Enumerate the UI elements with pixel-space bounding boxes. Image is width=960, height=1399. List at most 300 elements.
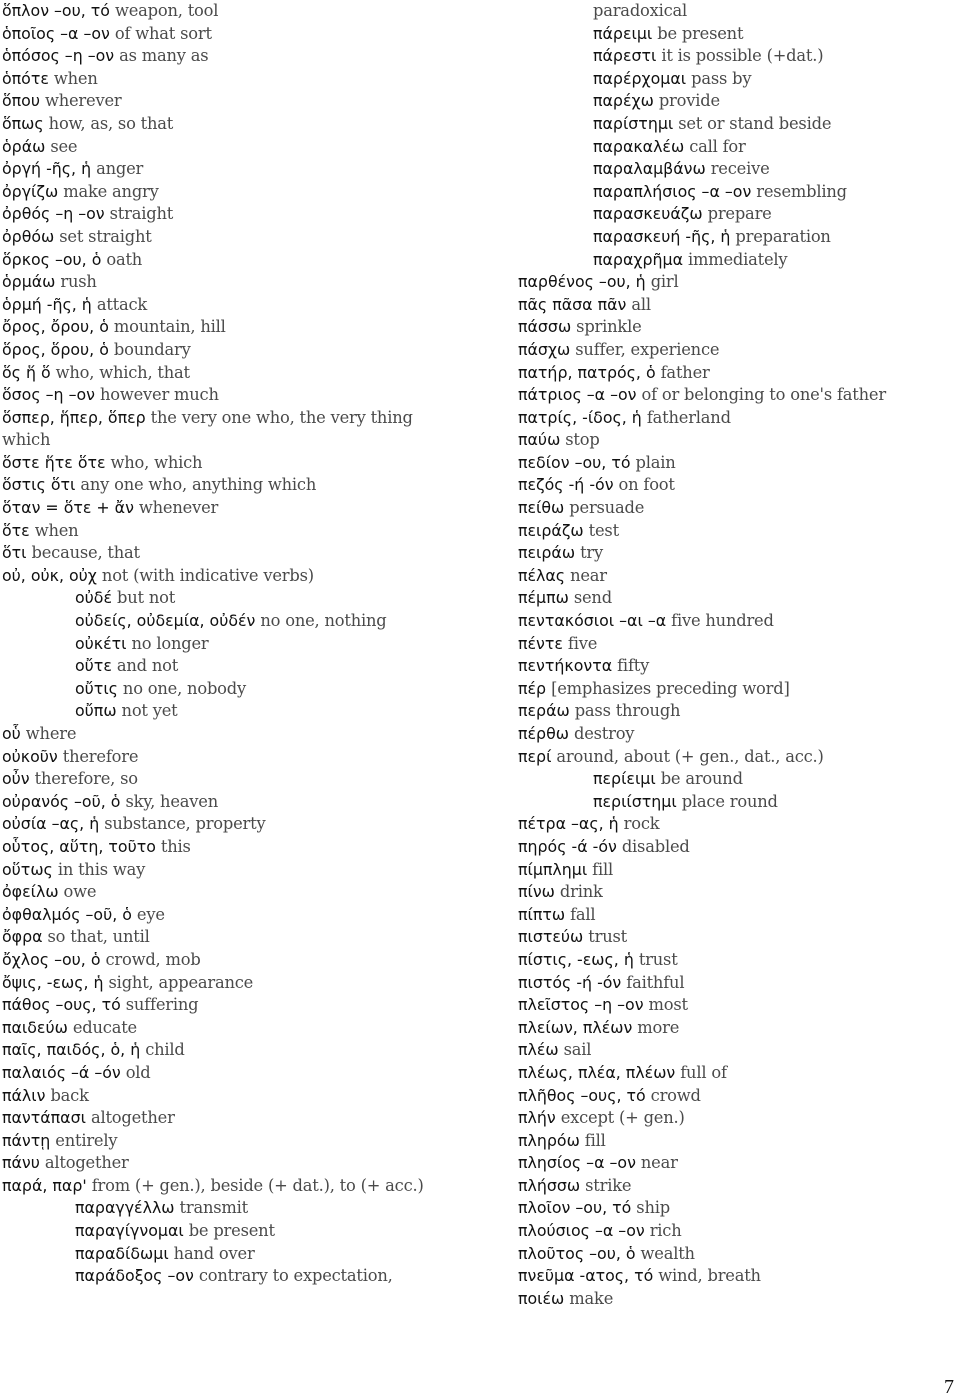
greek-term: ὄχλος –ου, ὁ [2,949,101,969]
greek-term: ὅπλον –ου, τό [2,1,110,20]
glossary-entry [2,362,447,385]
glossary-entry [2,45,447,68]
english-definition: plain [635,452,676,472]
greek-term: παρασκευάζω [593,204,703,224]
glossary-entry [518,678,956,701]
glossary-entry [2,678,447,701]
english-definition: place round [681,791,778,811]
english-definition: provide [658,91,720,111]
glossary-entry [2,1197,447,1220]
glossary-entry [2,768,447,791]
greek-term: ὁρμή -ῆς, ἡ [2,294,92,314]
greek-term: πηρός -ά -όν [518,836,617,856]
greek-term: πατρίς, -ίδος, ἡ [518,407,642,427]
english-definition: wind, breath [658,1266,761,1286]
greek-term: περιίστημι [593,791,677,811]
english-definition: but not [117,588,176,608]
english-definition: pass by [691,68,752,88]
glossary-entry [518,384,956,407]
english-definition: make [569,1288,614,1308]
glossary-entry [518,587,956,610]
greek-term: παρθένος –ου, ἡ [518,272,646,292]
greek-term: ὅτι [2,543,27,563]
english-definition: where [25,724,77,743]
greek-term: πλησίος –α –ον [518,1153,636,1173]
glossary-entry [518,249,956,272]
glossary-entry [2,136,447,159]
glossary-entry [2,633,447,656]
glossary-entry [2,1062,447,1085]
glossary-entry [2,565,447,588]
english-definition: altogether [90,1108,175,1128]
english-definition: it is possible (+dat.) [661,46,824,66]
greek-term: ὅρος, ὅρου, ὁ [2,339,109,359]
glossary-entry [518,791,956,814]
english-definition: on foot [618,475,675,495]
greek-term: πειράζω [518,520,584,540]
glossary-entry [518,881,956,904]
greek-term: οὐσία –ας, ἡ [2,814,100,834]
english-definition: stop [565,430,600,450]
english-definition: five hundred [671,611,774,631]
english-definition: destroy [573,724,635,743]
english-definition: old [125,1062,151,1082]
glossary-entry [518,23,956,46]
greek-term: παρακαλέω [593,136,685,156]
glossary-entry [2,1220,447,1243]
english-definition: fill [592,859,614,879]
glossary-entry [518,1107,956,1130]
english-definition: altogether [44,1153,129,1173]
glossary-entry [2,610,447,633]
greek-term: οὐρανός –οῦ, ὁ [2,791,121,811]
greek-term: πεντήκοντα [518,656,613,676]
greek-term: παραγίγνομαι [75,1221,184,1241]
greek-term: ὅστις ὅτι [2,475,76,495]
right-column [518,0,956,1310]
english-definition: pass through [574,701,681,721]
glossary-entry [518,203,956,226]
english-definition: boundary [113,339,191,359]
english-definition: educate [72,1017,137,1037]
greek-term: οὔτις [75,678,118,698]
greek-term: πᾶς πᾶσα πᾶν [518,294,627,314]
glossary-entry [2,226,447,249]
glossary-entry [2,904,447,927]
english-definition: back [50,1085,89,1105]
greek-term: οὖν [2,769,30,789]
greek-term: ὅταν = ὅτε + ἄν [2,498,134,518]
english-definition: trust [588,927,627,947]
english-definition: fill [584,1130,606,1150]
greek-term: παιδεύω [2,1017,68,1037]
greek-term: παραχρῆμα [593,249,683,269]
greek-term: πλήν [518,1108,556,1128]
glossary-entry [518,271,956,294]
glossary-entry [2,700,447,723]
glossary-entry [2,316,447,339]
greek-term: πλέω [518,1040,559,1060]
english-definition: near [570,565,607,585]
glossary-entry [518,813,956,836]
greek-term: παρίστημι [593,113,674,133]
greek-term: πέτρα –ας, ἡ [518,814,619,834]
greek-term: ὁπότε [2,68,49,88]
english-definition: fifty [617,656,650,676]
glossary-entry [518,1175,956,1198]
greek-term: ὅπου [2,91,40,111]
greek-term: πλοῦτος –ου, ὁ [518,1243,636,1263]
english-definition: be present [188,1221,275,1241]
english-definition: sight, appearance [108,972,254,992]
english-definition: not (with indicative verbs) [101,565,314,585]
glossary-entry [518,926,956,949]
greek-term: πέρθω [518,724,569,743]
glossary-entry [518,1152,956,1175]
glossary-entry [518,633,956,656]
greek-term: παραδίδωμι [75,1243,169,1263]
glossary-entry [2,1152,447,1175]
greek-term: ὁράω [2,136,46,156]
glossary-entry [518,1220,956,1243]
english-definition: all [631,294,651,314]
glossary-entry [2,1243,447,1266]
glossary-entry [2,836,447,859]
glossary-entry [2,746,447,769]
greek-term: ὅτε [2,520,30,540]
english-definition: mountain, hill [113,317,226,337]
greek-term: οὔτε [75,656,112,676]
greek-term: παραλαμβάνω [593,159,706,179]
glossary-entry [2,1017,447,1040]
english-definition: not yet [121,701,178,721]
glossary-entry [518,158,956,181]
greek-term: παρέρχομαι [593,68,687,88]
english-definition: of what sort [114,23,212,43]
greek-term: πλούσιος –α –ον [518,1221,645,1241]
english-definition: contrary to expectation, [198,1266,393,1286]
glossary-entry [2,1175,447,1198]
glossary-entry [518,520,956,543]
glossary-entry [2,384,447,407]
glossary-entry [518,904,956,927]
glossary-entry [518,316,956,339]
glossary-entry [518,181,956,204]
english-definition: paradoxical [593,1,688,20]
greek-term: παραγγέλλω [75,1198,175,1218]
english-definition: most [648,995,688,1015]
glossary-entry [2,90,447,113]
english-definition: whenever [138,498,219,518]
glossary-entry [2,972,447,995]
greek-term: πάθος –ους, τό [2,995,121,1015]
greek-term: πίπτω [518,904,566,924]
glossary-entry [518,1265,956,1288]
glossary-entry [2,452,447,475]
glossary-entry [2,158,447,181]
glossary-entry [518,859,956,882]
greek-term: πάσχω [518,339,571,359]
glossary-entry [2,723,447,746]
english-definition: who, which [110,452,203,472]
english-definition: as many as [119,46,209,66]
glossary-entry [2,68,447,91]
english-definition: so that, until [47,927,150,947]
english-definition: rock [623,814,660,834]
english-definition: resembling [756,181,847,201]
greek-term: πιστός -ή -όν [518,972,622,992]
glossary-entry [518,746,956,769]
greek-term: πλεῖστος –η –ον [518,995,644,1015]
glossary-entry [518,994,956,1017]
greek-term: παράδοξος –ον [75,1266,194,1286]
greek-term: πέλας [518,565,566,585]
greek-term: οὕτως [2,859,53,879]
glossary-entry [518,90,956,113]
greek-term: πέμπω [518,588,569,608]
english-definition: receive [710,159,770,179]
greek-term: πέντε [518,633,563,653]
glossary-entry [518,610,956,633]
english-definition: ship [636,1198,670,1218]
english-definition: of or belonging to one's father [641,385,886,405]
glossary-entry [518,1062,956,1085]
greek-term: παῖς, παιδός, ὁ, ἡ [2,1040,141,1060]
greek-term: ὀφθαλμός –οῦ, ὁ [2,904,132,924]
greek-term: πάλιν [2,1085,46,1105]
greek-term: πλήσσω [518,1175,581,1195]
glossary-entry [518,1243,956,1266]
english-definition: owe [63,882,97,902]
greek-term: ὀρθός –η –ον [2,204,105,224]
english-definition: persuade [569,498,645,518]
greek-term: πειράω [518,543,576,563]
english-definition: the very one who, the very thing which [2,407,413,450]
greek-term: ποιέω [518,1288,565,1308]
greek-term: παρέχω [593,91,654,111]
greek-term: περίειμι [593,769,656,789]
greek-term: οὐκοῦν [2,746,58,766]
glossary-entry [2,859,447,882]
english-definition: crowd [650,1085,701,1105]
glossary-entry [518,429,956,452]
greek-term: πάσσω [518,317,572,337]
english-definition: sail [563,1040,592,1060]
english-definition: sprinkle [576,317,642,337]
glossary-entry [518,45,956,68]
english-definition: fatherland [646,407,731,427]
greek-term: παραπλήσιος –α –ον [593,181,752,201]
english-definition: who, which, that [55,362,190,382]
english-definition: no longer [131,633,209,653]
english-definition: send [573,588,612,608]
glossary-entry [2,1130,447,1153]
greek-term: πάτριος –α –ον [518,385,637,405]
greek-term: πίμπλημι [518,859,588,879]
greek-term: περί [518,746,552,766]
page-number: 7 [944,1376,954,1398]
english-definition: fall [570,904,596,924]
glossary-entry [518,655,956,678]
glossary-entry [518,1017,956,1040]
english-definition: sky, heaven [125,791,218,811]
glossary-entry [518,452,956,475]
glossary-entry [518,972,956,995]
greek-term: ὅσπερ, ἥπερ, ὅπερ [2,407,146,427]
english-definition: any one who, anything which [80,475,317,495]
english-definition: and not [116,656,179,676]
greek-term: πλέως, πλέα, πλέων [518,1062,676,1082]
english-definition: [emphasizes preceding word] [551,678,790,698]
greek-term: πιστεύω [518,927,584,947]
greek-term: ὀφείλω [2,882,59,902]
glossary-entry [518,542,956,565]
english-definition: disabled [621,836,690,856]
english-definition: attack [96,294,148,314]
glossary-entry [2,497,447,520]
english-definition: this [160,836,191,856]
greek-term: ὄρος, ὄρου, ὁ [2,317,109,337]
glossary-entry [2,339,447,362]
english-definition: set straight [59,226,152,246]
english-definition: except (+ gen.) [560,1108,685,1128]
greek-term: πεντακόσιοι –αι –α [518,611,667,631]
glossary-entry [2,881,447,904]
english-definition: rich [649,1221,682,1241]
english-definition: eye [136,904,165,924]
glossary-entry [518,113,956,136]
glossary-entry [2,271,447,294]
glossary-entry [518,565,956,588]
greek-term: πάρειμι [593,23,653,43]
english-definition: however much [99,385,219,405]
english-definition: crowd, mob [105,949,201,969]
glossary-entry [2,949,447,972]
english-definition: test [588,520,619,540]
glossary-entry [2,926,447,949]
english-definition: around, about (+ gen., dat., acc.) [556,746,824,766]
english-definition: entirely [55,1130,118,1150]
glossary-entry [518,1039,956,1062]
greek-term: πέρ [518,678,547,698]
english-definition: more [637,1017,680,1037]
greek-term: οὐκέτι [75,633,127,653]
greek-term: ὁπόσος –η –ον [2,46,115,66]
glossary-entry [518,700,956,723]
glossary-entry [2,1039,447,1062]
glossary-entry [2,23,447,46]
glossary-entry [2,791,447,814]
glossary-entry [2,181,447,204]
glossary-entry [518,497,956,520]
greek-term: πίστις, -εως, ἡ [518,949,634,969]
greek-term: οὐδέ [75,588,113,608]
greek-term: πάρεστι [593,46,657,66]
glossary-entry [2,113,447,136]
english-definition: see [50,136,78,156]
glossary-entry [2,655,447,678]
english-definition: wealth [640,1243,695,1263]
english-definition: prepare [707,204,772,224]
glossary-entry [2,474,447,497]
english-definition: hand over [173,1243,255,1263]
greek-term: πάνυ [2,1153,40,1173]
greek-term: ὅρκος –ου, ὁ [2,249,102,269]
greek-term: οὔπω [75,701,117,721]
english-definition: anger [96,159,144,179]
english-definition: weapon, tool [114,1,219,20]
greek-term: ὁρμάω [2,272,56,292]
greek-term: ὅς ἥ ὅ [2,362,51,382]
glossary-entry [518,407,956,430]
greek-term: οὗτος, αὕτη, τοῦτο [2,836,156,856]
glossary-entry [518,1085,956,1108]
glossary-entry [2,813,447,836]
greek-term: ὄψις, -εως, ἡ [2,972,104,992]
english-definition: because, that [31,543,140,563]
greek-term: ὀργή -ῆς, ἡ [2,159,92,179]
greek-term: πληρόω [518,1130,580,1150]
english-definition: therefore, so [34,769,138,789]
greek-term: ὅσος –η –ον [2,385,95,405]
glossary-entry [518,1130,956,1153]
greek-term: οὐ, οὐκ, οὐχ [2,565,97,585]
english-definition: near [640,1153,678,1173]
english-definition: from (+ gen.), beside (+ dat.), to (+ acc.) [91,1175,424,1195]
english-definition: wherever [44,91,122,111]
glossary-entry [518,136,956,159]
glossary-entry [2,1085,447,1108]
english-definition: try [580,543,603,563]
greek-term: παντάπασι [2,1108,86,1128]
glossary-entry [2,294,447,317]
greek-term: ὁποῖος –α –ον [2,23,110,43]
glossary-entry [518,1288,956,1311]
english-definition: suffer, experience [575,339,720,359]
english-definition: girl [650,272,679,292]
english-definition: five [567,633,598,653]
english-definition: child [145,1040,185,1060]
english-definition: when [53,68,98,88]
greek-term: ὅστε ἥτε ὅτε [2,452,106,472]
english-definition: be around [660,769,743,789]
greek-term: ὅπως [2,113,44,133]
english-definition: drink [559,882,603,902]
glossary-entry [518,362,956,385]
greek-term: οὗ [2,724,21,743]
greek-term: παρασκευή -ῆς, ἡ [593,226,731,246]
glossary-entry [518,294,956,317]
greek-term: πλοῖον –ου, τό [518,1198,632,1218]
english-definition: transmit [179,1198,248,1218]
glossary-entry [2,1265,447,1288]
english-definition: in this way [57,859,146,879]
greek-term: ὀργίζω [2,181,59,201]
english-definition: rush [60,272,97,292]
glossary-entry [518,836,956,859]
greek-term: πλῆθος –ους, τό [518,1085,646,1105]
glossary-entry [518,0,956,23]
greek-term: πνεῦμα -ατος, τό [518,1266,654,1286]
english-definition: straight [109,204,174,224]
english-definition: when [34,520,79,540]
greek-term: πείθω [518,498,565,518]
glossary-entry [518,1197,956,1220]
english-definition: therefore [62,746,139,766]
glossary-entry [2,994,447,1017]
glossary-entry [2,587,447,610]
greek-term: παλαιός –ά –όν [2,1062,121,1082]
